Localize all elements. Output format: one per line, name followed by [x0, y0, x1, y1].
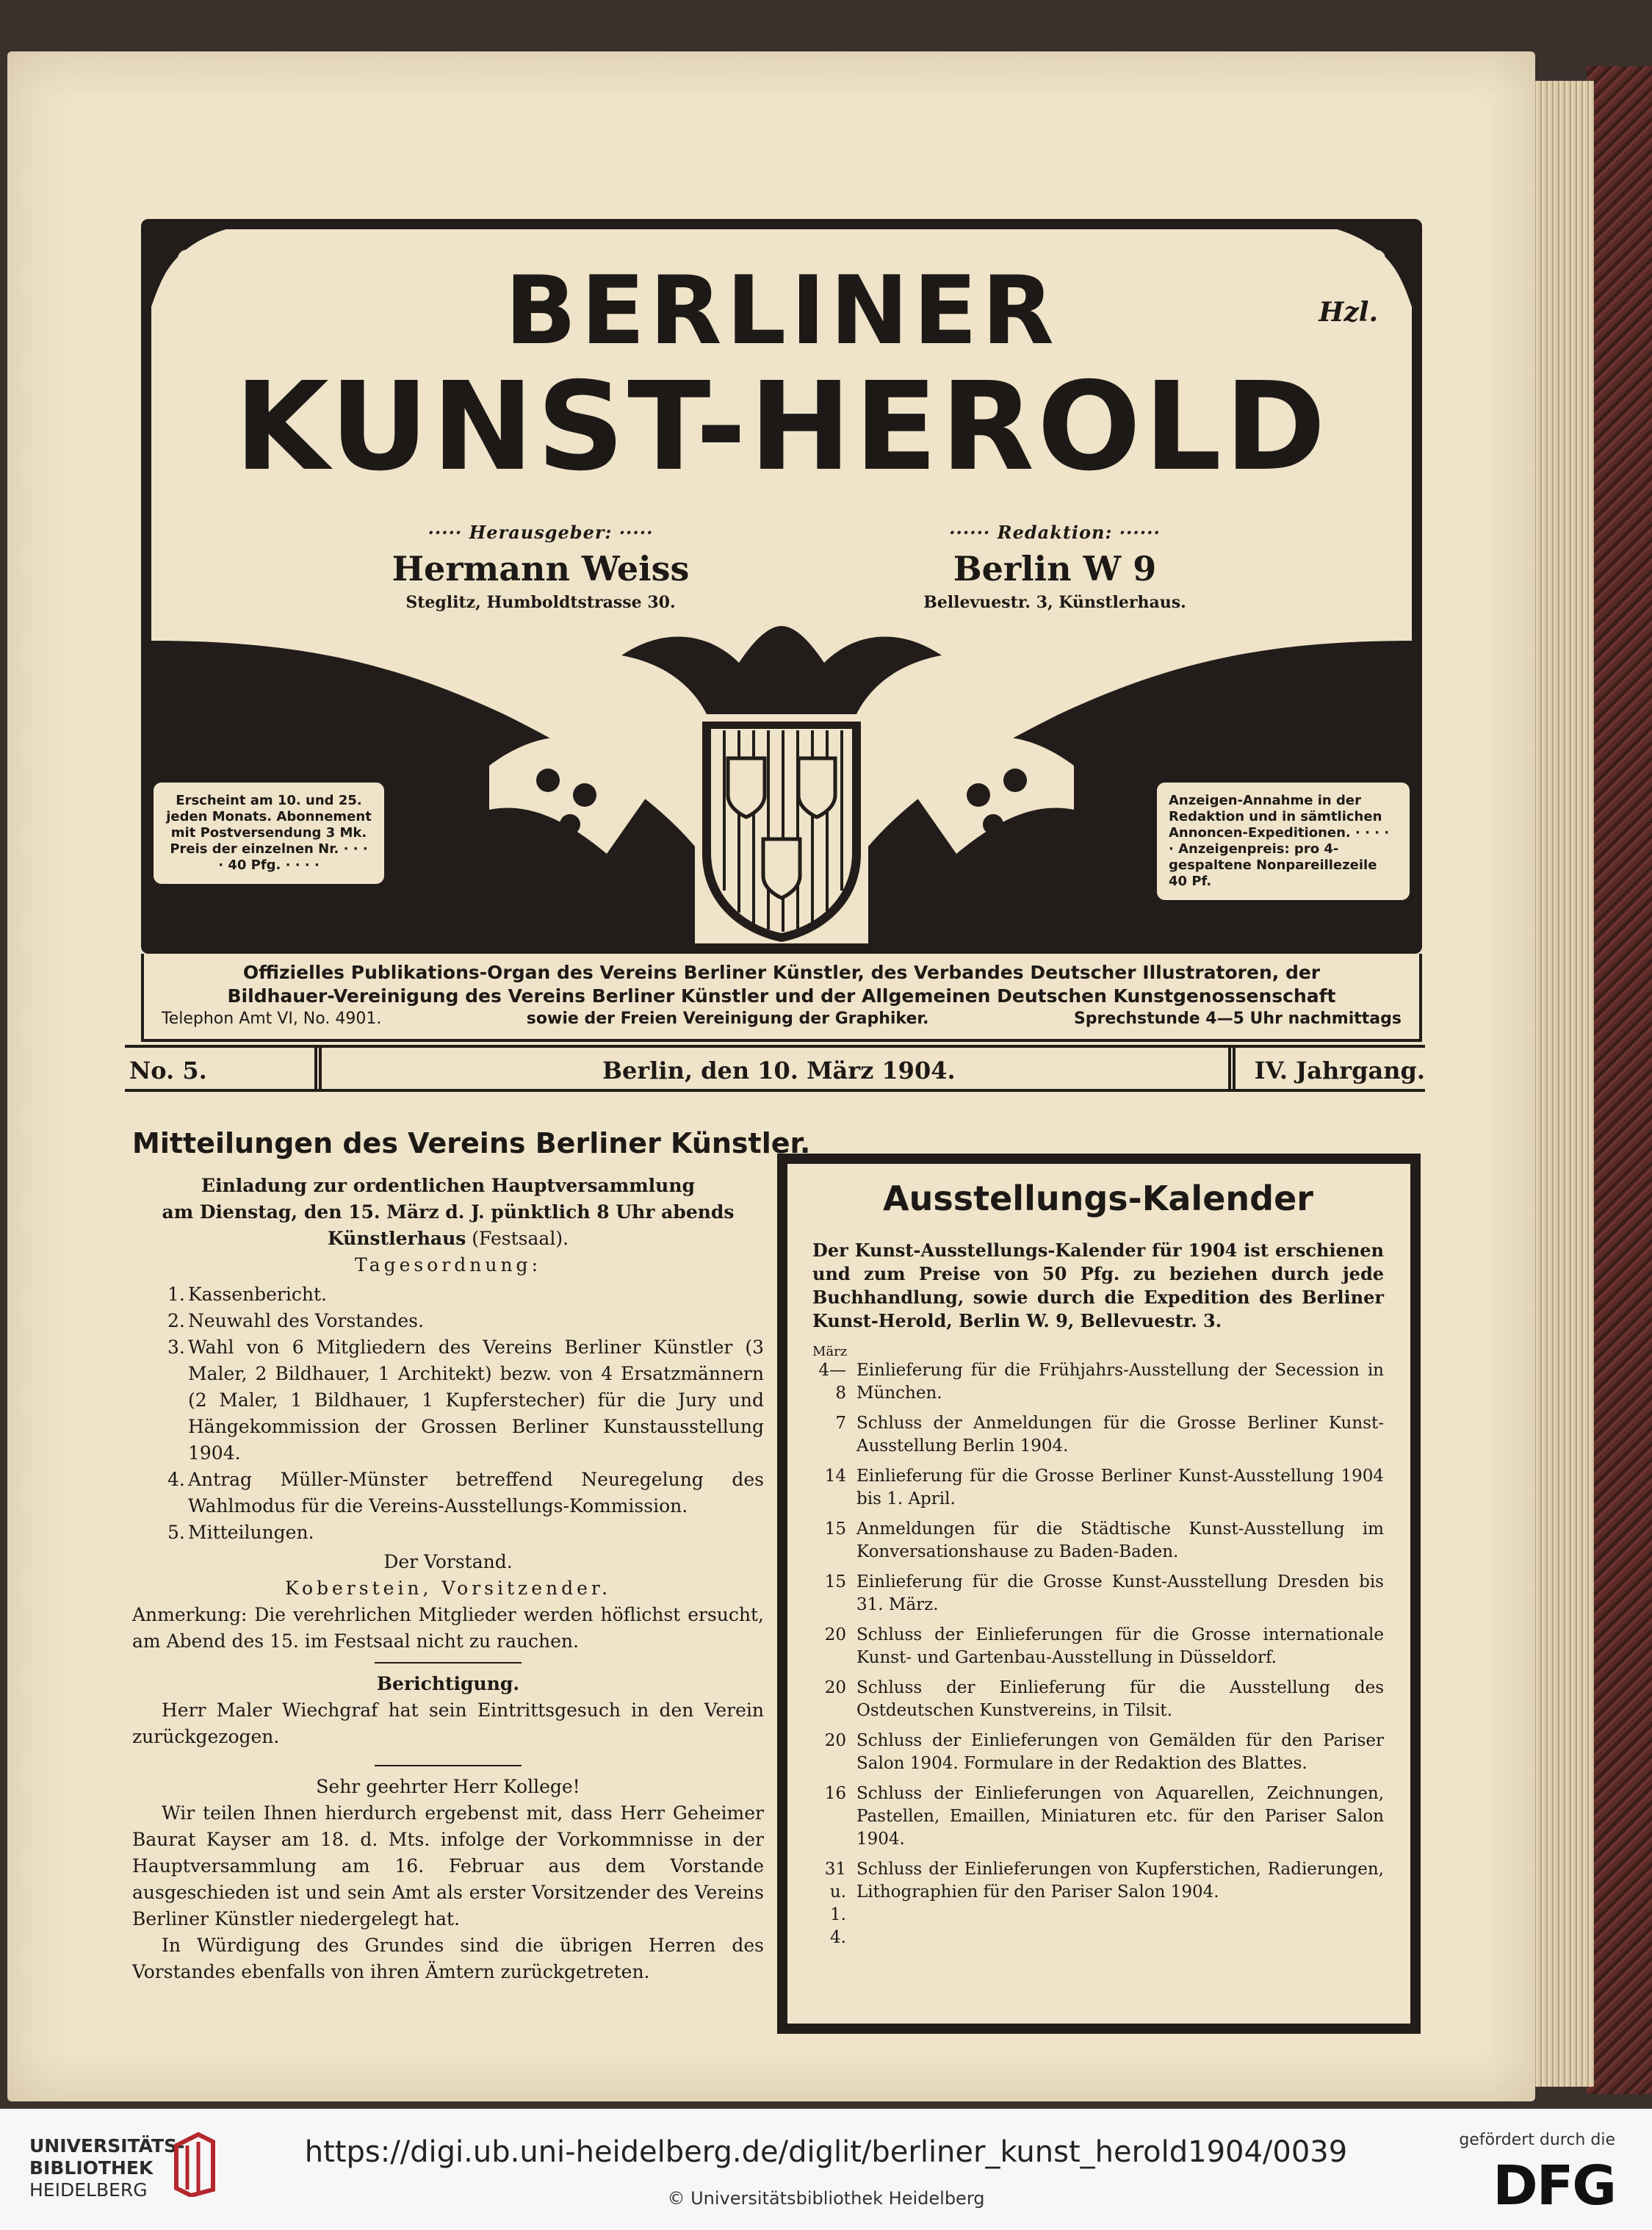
- calendar-date: 31 u. 1. 4.: [824, 1860, 846, 1947]
- calendar-date: 20: [824, 1625, 846, 1644]
- divider: [1228, 1048, 1231, 1089]
- letter-paragraph: Wir teilen Ihnen hierdurch ergebenst mit, dass Herr Geheimer Baurat Kayser am 18. d. Mts. infolge der Vorkommnisse in der Hauptversammlung am 16. Februar aus dem Vorstande ausgeschieden ist und sein Amt als erster Vorsitzender des Vereins Berliner Künstler niedergelegt hat.: [132, 1802, 764, 1929]
- agenda-title: Tagesordnung:: [354, 1254, 541, 1276]
- agenda-item: 5. Mitteilungen.: [167, 1522, 314, 1543]
- masthead-frame: [141, 219, 1422, 954]
- calendar-title: Ausstellungs-Kalender: [883, 1179, 1313, 1218]
- publisher-block: [357, 522, 724, 612]
- organ-statement: [141, 954, 1422, 1042]
- newspaper-page: [7, 51, 1535, 2101]
- calendar-intro: Der Kunst-Ausstellungs-Kalender für 1904 ist erschienen und zum Preise von 50 Pfg. zu beziehen durch jede Buchhandlung, sowie durch die Expedition des Berliner Kunst-Herold, Berlin W. 9, Bellevuestr. 3.: [812, 1240, 1384, 1331]
- calendar-text: Schluss der Einlieferungen von Kupferstichen, Radierungen, Lithographien für den Pariser Salon 1904.: [856, 1860, 1384, 1902]
- calendar-text: Schluss der Einlieferungen für die Grosse internationale Kunst- und Gartenbau-Ausstellung in Düsseldorf.: [856, 1625, 1384, 1667]
- board-signature: Der Vorstand.: [383, 1551, 513, 1572]
- divider: [319, 1048, 322, 1089]
- publisher-address: Steglitz, Humboldtstrasse 30.: [405, 593, 676, 612]
- office-hours: Sprechstunde 4—5 Uhr nachmittags: [1073, 1010, 1402, 1028]
- calendar-entry: [812, 1730, 1384, 1775]
- club-announcements: [132, 1124, 811, 1985]
- calendar-entry: [812, 1518, 1384, 1564]
- agenda-item: 2. Neuwahl des Vorstandes.: [167, 1310, 424, 1331]
- volume-year: IV. Jahrgang.: [1254, 1057, 1425, 1085]
- calendar-text: Anmeldungen für die Städtische Kunst-Ausstellung im Konversationshause zu Baden-Baden.: [856, 1519, 1384, 1561]
- dfg-logo: DFG: [1493, 2154, 1615, 2218]
- calendar-text: Einlieferung für die Frühjahrs-Ausstellung der Secession in München.: [856, 1361, 1384, 1403]
- agenda-item: 1. Kassenbericht.: [167, 1284, 327, 1305]
- calendar-entry: [812, 1677, 1384, 1722]
- copyright-notice: © Universitätsbibliothek Heidelberg: [667, 2188, 985, 2209]
- telephone-number: Telephon Amt VI, No. 4901.: [162, 1010, 382, 1028]
- organ-line-3: sowie der Freien Vereinigung der Graphiker.: [526, 1010, 929, 1028]
- editorial-label: ······ Redaktion: ······: [949, 522, 1161, 543]
- calendar-date: 16: [824, 1784, 846, 1803]
- library-name: UNIVERSITÄTS- BIBLIOTHEK HEIDELBERG: [29, 2135, 185, 2201]
- issue-bar: [125, 1045, 1425, 1092]
- correction-text: Herr Maler Wiechgraf hat sein Eintrittsgesuch in den Verein zurückgezogen.: [132, 1700, 764, 1747]
- calendar-month: März: [812, 1344, 848, 1359]
- calendar-text: Schluss der Einlieferungen von Aquarellen, Zeichnungen, Pastellen, Emaillen, Miniaturen etc. für den Pariser Salon 1904.: [856, 1784, 1384, 1849]
- issue-date: Berlin, den 10. März 1904.: [602, 1057, 956, 1085]
- divider: [314, 1048, 317, 1089]
- editorial-city: Berlin W 9: [953, 549, 1157, 589]
- agenda-item: 3. Wahl von 6 Mitgliedern des Vereins Berliner Künstler (3 Maler, 2 Bildhauer, 1 Architekt) bezw. von 4 Ersatzmännern (2 Maler, 1 Bildhauer, 1 Kupferstecher) für die Jury und Hängekommission der Grossen Berliner Kunstausstellung 1904.: [167, 1337, 764, 1464]
- digitization-footer: [0, 2109, 1652, 2230]
- calendar-date: 20: [824, 1678, 846, 1697]
- calendar-date: 15: [824, 1572, 846, 1591]
- exhibition-calendar: [777, 1154, 1421, 2034]
- salutation: Sehr geehrter Herr Kollege!: [316, 1776, 580, 1797]
- calendar-date: 15: [824, 1519, 846, 1539]
- calendar-text: Einlieferung für die Grosse Kunst-Ausstellung Dresden bis 31. März.: [856, 1572, 1384, 1614]
- divider: [375, 1662, 522, 1663]
- invitation-venue: Künstlerhaus (Festsaal).: [327, 1228, 569, 1249]
- advertising-info: Anzeigen-Annahme in der Redaktion und in sämtlichen Annoncen-Expeditionen. · · · · · Anzeigenpreis: pro 4-gespaltene Nonpareillezeile 40 Pf.: [1155, 780, 1412, 902]
- publisher-label: ····· Herausgeber: ·····: [428, 522, 654, 543]
- divider: [1233, 1048, 1236, 1089]
- masthead-title-line1: BERLINER: [505, 256, 1058, 366]
- subscription-info: Erscheint am 10. und 25. jeden Monats. Abonnement mit Postversendung 3 Mk. Preis der einzelnen Nr. · · · · 40 Pfg. · · · ·: [151, 780, 386, 886]
- calendar-date: 20: [824, 1731, 846, 1750]
- organ-line-2: Bildhauer-Vereinigung des Vereins Berliner Künstler und der Allgemeinen Deutschen Kunstgenossenschaft: [227, 985, 1336, 1007]
- calendar-entry: [812, 1624, 1384, 1669]
- invitation-line: am Dienstag, den 15. März d. J. pünktlich 8 Uhr abends: [162, 1201, 735, 1223]
- calendar-text: Schluss der Einlieferung für die Ausstellung des Ostdeutschen Kunstvereins, in Tilsit.: [856, 1678, 1384, 1720]
- masthead-title-line2: KUNST-HEROLD: [234, 356, 1329, 498]
- calendar-date: 4—8: [818, 1361, 846, 1403]
- calendar-entry: [812, 1858, 1384, 1949]
- funding-note: gefördert durch die: [1459, 2131, 1615, 2149]
- book-binding: [1587, 66, 1652, 2094]
- source-url[interactable]: https://digi.ub.uni-heidelberg.de/diglit/berliner_kunst_herold1904/0039: [304, 2135, 1348, 2169]
- calendar-date: 14: [824, 1467, 846, 1486]
- issue-number: No. 5.: [129, 1057, 207, 1085]
- agenda-item: 4. Antrag Müller-Münster betreffend Neuregelung des Wahlmodus für die Vereins-Ausstellungs-Kommission.: [167, 1469, 764, 1517]
- letter-paragraph: In Würdigung des Grundes sind die übrigen Herren des Vorstandes ebenfalls von ihren Ämtern zurückgetreten.: [132, 1935, 764, 1982]
- calendar-list: [812, 1359, 1384, 1949]
- note: Anmerkung: Die verehrlichen Mitglieder werden höflichst ersucht, am Abend des 15. im Festsaal nicht zu rauchen.: [132, 1604, 764, 1652]
- calendar-entry: [812, 1571, 1384, 1616]
- editorial-block: [871, 522, 1238, 612]
- section-heading: Mitteilungen des Vereins Berliner Künstler.: [132, 1127, 811, 1159]
- calendar-entry: [812, 1359, 1384, 1405]
- calendar-entry: [812, 1412, 1384, 1458]
- agenda-list: [167, 1281, 764, 1546]
- divider: [375, 1765, 522, 1766]
- calendar-text: Schluss der Einlieferungen von Gemälden für den Pariser Salon 1904. Formulare in der Redaktion des Blattes.: [856, 1731, 1384, 1773]
- publisher-name: Hermann Weiss: [392, 549, 690, 589]
- correction-title: Berichtigung.: [376, 1673, 520, 1694]
- invitation-line: Einladung zur ordentlichen Hauptversammlung: [201, 1175, 695, 1196]
- calendar-text: Einlieferung für die Grosse Berliner Kunst-Ausstellung 1904 bis 1. April.: [856, 1467, 1384, 1508]
- calendar-entry: [812, 1465, 1384, 1511]
- calendar-entry: [812, 1783, 1384, 1851]
- editorial-address: Bellevuestr. 3, Künstlerhaus.: [923, 593, 1186, 612]
- chair-signature: Koberstein, Vorsitzender.: [284, 1578, 612, 1599]
- calendar-date: 7: [835, 1414, 846, 1433]
- organ-line-1: Offizielles Publikations-Organ des Vereins Berliner Künstler, des Verbandes Deutscher Illustratoren, der: [242, 962, 1321, 983]
- calendar-text: Schluss der Anmeldungen für die Grosse Berliner Kunst-Ausstellung Berlin 1904.: [856, 1414, 1384, 1456]
- artist-signature: Hzl.: [1319, 297, 1378, 328]
